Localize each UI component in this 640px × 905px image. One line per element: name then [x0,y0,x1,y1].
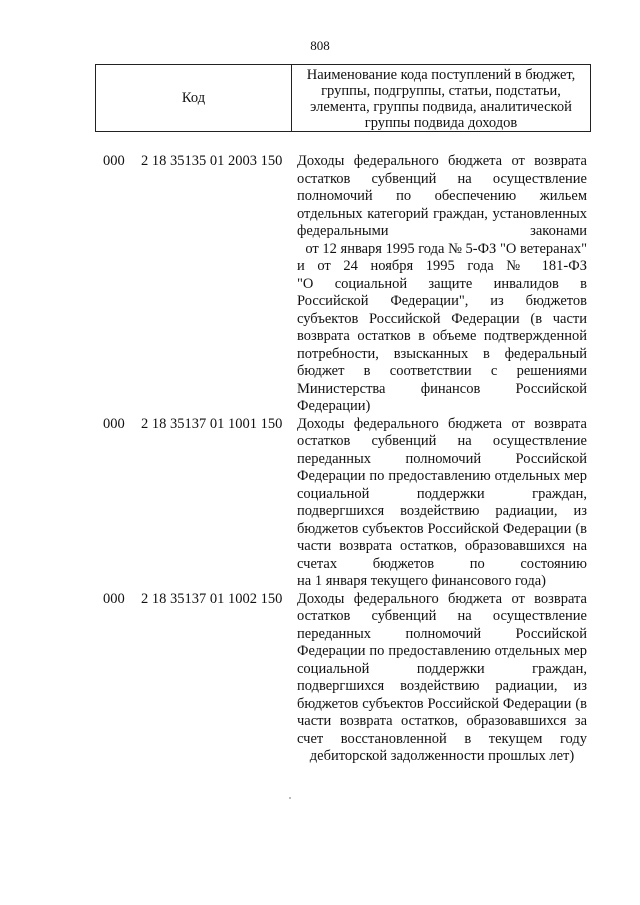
description-line: потребности, взысканных в федеральный [297,345,587,362]
description-line: Федерации по предоставлению отдельных мер [297,643,587,659]
description-line: социальной поддержки граждан, [297,485,587,502]
description-line: переданных полномочий Российской [297,625,587,642]
description-line: части возврата остатков, образовавшихся на [297,538,587,554]
revenue-code: 2 18 35137 01 1002 150 [141,590,283,607]
description-line: "О социальной защите инвалидов в [297,275,587,292]
description-line: бюджетов субъектов Российской Федерации (в [297,520,587,537]
admin-code: 000 [103,590,125,607]
description-line: и от 24 ноября 1995 года № 181-ФЗ [297,258,587,274]
description-line: переданных полномочий Российской [297,450,587,467]
page-number: 808 [310,38,330,53]
description-line: отдельных категорий граждан, установленных [297,205,587,222]
description-line: остатков субвенций на осуществление [297,170,587,187]
scan-speck [289,797,291,799]
table-body [0,153,640,766]
header-code-cell [96,65,292,131]
description-line: от 12 января 1995 года № 5-ФЗ "О ветеранах" [305,240,587,257]
description-line: Доходы федерального бюджета от возврата [297,590,587,607]
header-name-cell [292,65,590,131]
description-line: Министерства финансов Российской [297,380,587,397]
description-line: бюджетов субъектов Российской Федерации (в [297,695,587,712]
table-header [95,64,591,132]
revenue-description [297,591,587,766]
header-code-label: Код [181,89,206,106]
description-line: части возврата остатков, образовавшихся за [297,713,587,729]
description-line: счет восстановленной в текущем году [297,730,587,747]
header-name-line: Наименование кода поступлений в бюджет, [306,67,576,83]
description-line: Федерации) [297,398,371,414]
description-line: остатков субвенций на осуществление [297,608,587,624]
description-line: бюджет в соответствии с решениями [297,363,587,379]
header-name-line: группы подвида доходов [364,115,518,131]
header-name-line: группы, подгруппы, статьи, подстатьи, [321,83,561,99]
description-line: возврата остатков в объеме подтвержденной [297,328,587,344]
description-line: Федерации по предоставлению отдельных мер [297,468,587,484]
table-row [0,416,640,591]
revenue-code: 2 18 35137 01 1001 150 [141,415,283,432]
description-line: на 1 января текущего финансового года) [297,573,546,589]
description-line: остатков субвенций на осуществление [297,433,587,449]
revenue-description [297,153,587,416]
description-line: дебиторской задолженности прошлых лет) [309,748,575,764]
description-line: полномочий по обеспечению жильем [297,188,587,204]
revenue-description [297,416,587,591]
description-line: счетах бюджетов по состоянию [297,555,587,572]
description-line: подвергшихся воздействию радиации, из [297,678,587,694]
description-line: социальной поддержки граждан, [297,660,587,677]
table-row [0,591,640,766]
admin-code: 000 [103,153,125,169]
description-line: подвергшихся воздействию радиации, из [297,503,587,519]
description-line: Российской Федерации", из бюджетов [297,293,587,309]
description-line: федеральными законами [297,223,587,239]
header-name-line: элемента, группы подвида, аналитической [310,99,572,115]
revenue-code: 2 18 35135 01 2003 150 [141,153,283,169]
description-line: Доходы федерального бюджета от возврата [297,415,587,432]
table-row [0,153,640,416]
admin-code: 000 [103,415,125,432]
description-line: субъектов Российской Федерации (в части [297,310,587,327]
description-line: Доходы федерального бюджета от возврата [297,153,587,169]
